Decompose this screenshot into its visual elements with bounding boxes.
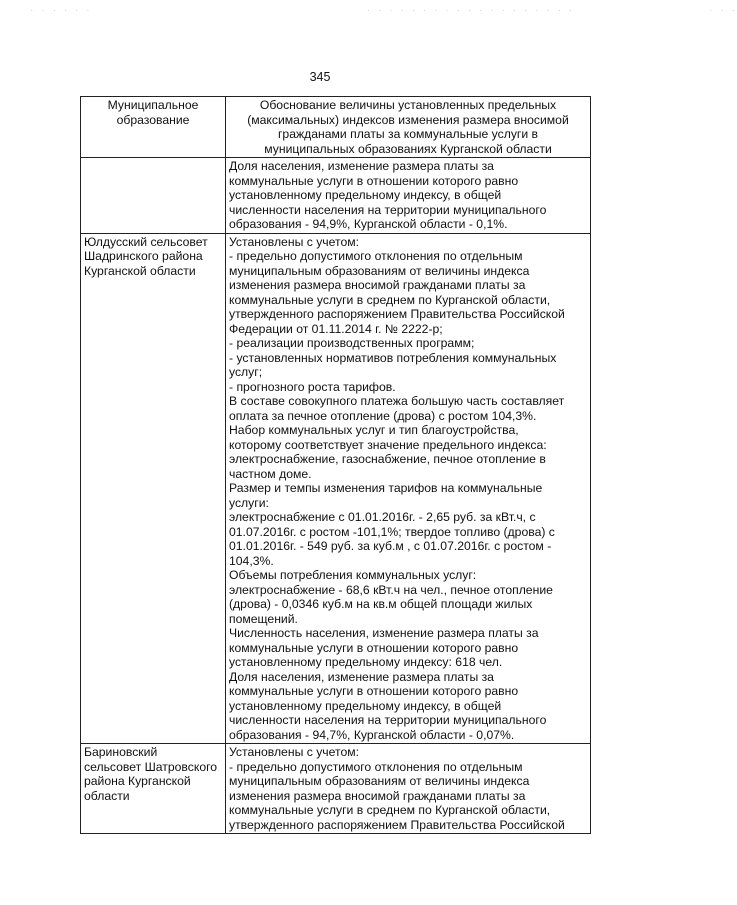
justification-line: В составе совокупного платежа большую часть составляет: [229, 394, 565, 408]
municipality-line: области: [84, 788, 130, 803]
justification-line: Установлены с учетом:: [229, 745, 359, 759]
justification-line: установленному предельному индексу, в общей: [229, 698, 502, 713]
justification-line: изменения размера вносимой гражданами платы за: [229, 278, 526, 292]
justification-line: численности населения на территории муниципального: [229, 202, 547, 217]
justification-line: - реализации производственных программ;: [229, 336, 475, 350]
municipality-line: Шадринского района: [84, 249, 203, 263]
justification-line: численности населения на территории муниципального: [229, 713, 547, 727]
justification-line: электроснабжение, газоснабжение, печное отопление в: [229, 452, 546, 466]
justification-line: изменения размера вносимой гражданами платы за: [229, 788, 526, 803]
justification-line: - прогнозного роста тарифов.: [229, 379, 396, 394]
justification-line: коммунальные услуги в среднем по Курганской области,: [229, 803, 551, 817]
justification-line: помещений.: [229, 611, 298, 626]
municipality-line: сельсовет Шатровского: [84, 759, 218, 774]
page-number: 345: [309, 70, 331, 84]
justification-line: Набор коммунальных услуг и тип благоустройства,: [229, 423, 519, 437]
municipality-line: района Курганской: [84, 774, 191, 788]
justification-line: частном доме.: [229, 466, 312, 481]
justification-line: 01.01.2016г. - 549 руб. за куб.м , с 01.07.2016г. с ростом -: [229, 539, 552, 553]
justification-line: образования - 94,7%, Курганской области - 0,07%.: [229, 727, 515, 742]
justification-line: утвержденного распоряжением Правительства Российской: [229, 817, 565, 832]
justification-line: электроснабжение с 01.01.2016г. - 2,65 руб. за кВт.ч, с: [229, 510, 536, 524]
justification-line: - предельно допустимого отклонения по отдельным: [229, 759, 523, 774]
justification-line: электроснабжение - 68,6 кВт.ч на чел., печное отопление: [229, 582, 553, 597]
header-text-line: Обоснование величины установленных предельных: [259, 98, 557, 112]
justification-line: - установленных нормативов потребления коммунальных: [229, 350, 557, 365]
header-text-line: гражданами платы за коммунальные услуги в: [277, 127, 539, 141]
justification-line: Доля населения, изменение размера платы за: [229, 669, 494, 684]
scan-artifact: . . . . . . . . . . . . . . . . . . . . . . . . . . . .: [30, 6, 737, 13]
justification-cell: [226, 233, 591, 744]
municipality-cell: [81, 158, 226, 234]
header-municipality: [81, 97, 226, 158]
justification-cell: [226, 158, 591, 234]
justification-line: Установлены с учетом:: [229, 234, 359, 249]
justification-cell: [226, 744, 591, 834]
justification-line: образования - 94,9%, Курганской области - 0,1%.: [229, 217, 508, 231]
municipality-line: Юлдусский сельсовет: [84, 234, 208, 249]
justification-line: услуг;: [229, 365, 263, 379]
justification-line: муниципальным образованиям от величины индекса: [229, 263, 530, 278]
municipality-line: Бариновский: [84, 745, 158, 759]
justification-line: Объемы потребления коммунальных услуг:: [229, 568, 477, 582]
justification-line: коммунальные услуги в отношении которого равно: [229, 640, 519, 655]
justification-line: установленному предельному индексу, в общей: [229, 188, 502, 202]
justification-line: утвержденного распоряжением Правительства Российской: [229, 307, 565, 321]
header-justification: [226, 97, 591, 158]
header-text-line: Муниципальное: [107, 98, 199, 112]
justification-line: Размер и темпы изменения тарифов на коммунальные: [229, 481, 543, 495]
justification-line: услуги:: [229, 495, 269, 510]
justification-line: Численность населения, изменение размера платы за: [229, 626, 539, 640]
justification-line: (дрова) - 0,0346 куб.м на кв.м общей площади жилых: [229, 597, 533, 611]
index-justification-table: [80, 96, 591, 834]
justification-line: 01.07.2016г. с ростом -101,1%; твердое топливо (дрова) с: [229, 524, 555, 539]
justification-line: 104,3%.: [229, 553, 274, 568]
table-row: [81, 744, 591, 834]
justification-line: муниципальным образованиям от величины индекса: [229, 774, 530, 788]
table-row: [81, 158, 591, 234]
municipality-cell: [81, 233, 226, 744]
table-header-row: [81, 97, 591, 158]
municipality-cell: [81, 744, 226, 834]
municipality-line: Курганской области: [84, 263, 196, 278]
justification-line: коммунальные услуги в среднем по Курганской области,: [229, 292, 551, 307]
justification-line: коммунальные услуги в отношении которого равно: [229, 684, 519, 698]
table-row: [81, 233, 591, 744]
justification-line: установленному предельному индексу: 618 чел.: [229, 655, 503, 669]
header-text-line: муниципальных образованиях Курганской области: [264, 141, 552, 156]
header-text-line: образование: [116, 112, 190, 127]
justification-line: которому соответствует значение предельного индекса:: [229, 437, 547, 452]
header-text-line: (максимальных) индексов изменения размера вносимой: [247, 112, 569, 127]
justification-line: Доля населения, изменение размера платы за: [229, 159, 494, 173]
justification-line: оплата за печное отопление (дрова) с ростом 104,3%.: [229, 408, 537, 423]
justification-line: Федерации от 01.11.2014 г. № 2222-р;: [229, 321, 443, 336]
justification-line: коммунальные услуги в отношении которого равно: [229, 173, 519, 188]
justification-line: - предельно допустимого отклонения по отдельным: [229, 249, 523, 263]
